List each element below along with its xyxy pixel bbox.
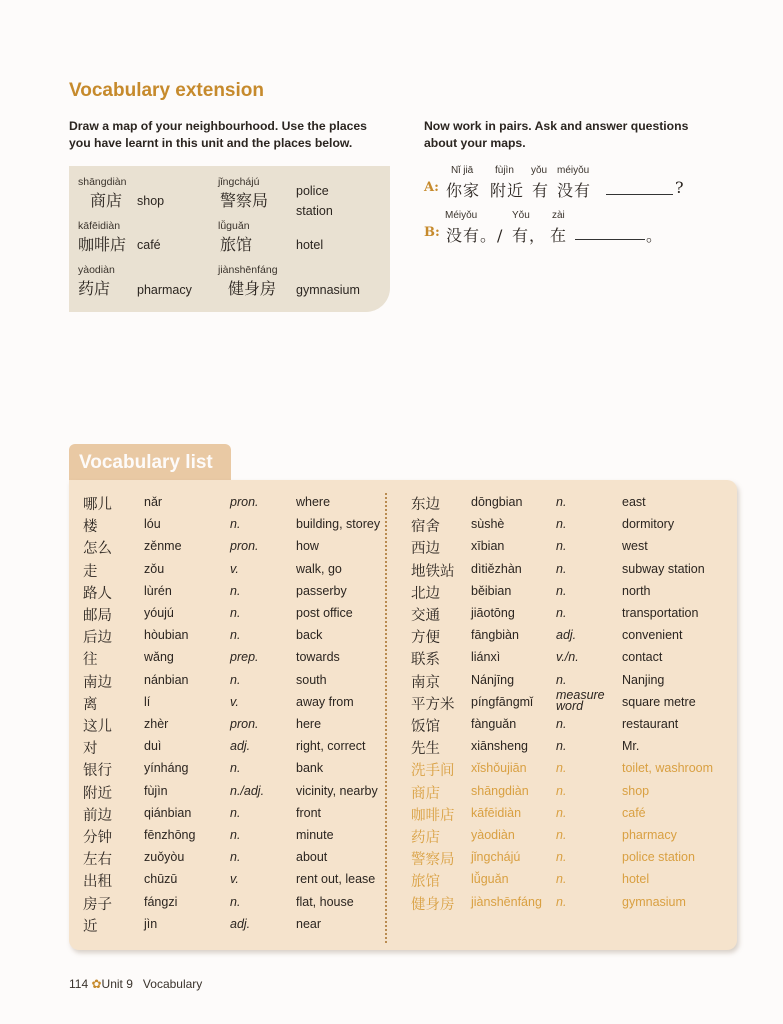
vocab-pos: adj.: [230, 916, 251, 931]
ext-english: gymnasium: [296, 283, 360, 297]
b-chinese: 在: [550, 226, 568, 245]
vocab-pinyin: dōngbian: [471, 495, 523, 509]
vocab-chinese: 附近: [83, 785, 112, 802]
vocab-english: bank: [296, 761, 324, 776]
vocab-english: passerby: [296, 583, 347, 598]
vocab-chinese: 地铁站: [411, 563, 455, 580]
vocab-pos: v./n.: [556, 650, 579, 665]
vocab-pinyin: fángzi: [144, 894, 178, 909]
vocab-pos: n.: [556, 583, 567, 598]
vocab-english: away from: [296, 694, 354, 709]
vocab-english: north: [622, 583, 651, 598]
vocab-pos: n.: [556, 828, 567, 842]
vocab-pos: adj.: [556, 628, 577, 643]
vocab-english: east: [622, 495, 646, 509]
vocab-pinyin: zǒu: [144, 561, 165, 576]
vocab-chinese: 警察局: [411, 852, 455, 869]
vocab-pos: n.: [230, 894, 241, 909]
vocab-pinyin: yínháng: [144, 761, 189, 776]
vocab-pos: n.: [556, 539, 567, 554]
vocab-pinyin: sùshè: [471, 517, 505, 532]
vocab-chinese: 路人: [83, 585, 112, 602]
answer-blank[interactable]: [575, 239, 645, 240]
vocab-chinese: 方便: [411, 630, 440, 647]
vocab-english: flat, house: [296, 894, 354, 909]
vocab-chinese: 健身房: [411, 896, 455, 913]
vocab-chinese: 洗手间: [411, 763, 455, 780]
vocab-english: restaurant: [622, 717, 679, 731]
vocab-pinyin: lǚguǎn: [471, 872, 509, 887]
vocab-english: rent out, lease: [296, 872, 376, 887]
vocab-pinyin: fēnzhōng: [144, 828, 196, 842]
answer-blank[interactable]: [606, 194, 673, 195]
instruction-left: Draw a map of your neighbourhood. Use the places you have learnt in this unit and the places below.: [69, 119, 367, 150]
vocab-chinese: 出租: [83, 874, 112, 891]
vocab-chinese: 走: [83, 563, 98, 580]
a-chinese: 附近: [490, 181, 525, 200]
vocab-pinyin: xǐshǒujiān: [471, 761, 527, 776]
vocab-pinyin: shāngdiàn: [471, 783, 529, 798]
vocab-english: vicinity, nearby: [296, 783, 378, 798]
a-pinyin: fùjìn: [495, 165, 514, 176]
vocab-chinese: 交通: [411, 608, 440, 624]
vocab-pos: n.: [556, 805, 567, 820]
ext-english: shop: [137, 194, 165, 208]
vocab-chinese: 前边: [83, 807, 112, 824]
vocab-pinyin: qiánbian: [144, 805, 192, 820]
a-pinyin: méiyǒu: [557, 165, 590, 176]
vocab-chinese: 饭馆: [411, 719, 440, 735]
vocab-chinese: 平方米: [411, 696, 455, 713]
vocab-pinyin: zěnme: [144, 539, 182, 554]
vocab-pos: v.: [230, 872, 239, 887]
vocab-pos: n.: [556, 783, 567, 798]
vocab-pinyin: kāfēidiàn: [471, 805, 522, 820]
vocab-pos: adj.: [230, 739, 251, 754]
vocab-english: right, correct: [296, 739, 366, 754]
vocab-chinese: 楼: [83, 519, 98, 536]
vocab-chinese: 东边: [411, 497, 440, 513]
vocab-english: how: [296, 539, 319, 554]
b-pinyin: Yǒu: [512, 210, 530, 221]
vocab-chinese: 南京: [411, 674, 440, 691]
vocab-pos: n.: [556, 894, 567, 909]
vocab-english: post office: [296, 606, 353, 620]
vocab-pos: n./adj.: [230, 783, 265, 798]
vocab-pos: v.: [230, 561, 239, 576]
a-chinese: 有: [532, 181, 550, 200]
vocab-english: minute: [296, 828, 334, 842]
vocab-pos: n.: [556, 672, 567, 687]
vocab-pinyin: chūzū: [144, 872, 178, 887]
a-chinese: 你家: [446, 181, 481, 200]
section-heading: Vocabulary extension: [69, 80, 264, 101]
vocab-english: Nanjing: [622, 672, 665, 687]
vocab-pos: n.: [230, 761, 241, 776]
vocab-chinese: 往: [83, 652, 98, 669]
vocab-pos: n.: [556, 850, 567, 865]
vocab-pos: n.: [230, 606, 241, 620]
vocab-english: transportation: [622, 606, 699, 620]
vocab-pos: n.: [556, 561, 567, 576]
vocab-english: convenient: [622, 628, 683, 643]
footer-unit: Unit 9: [101, 977, 133, 991]
vocab-pos: pron.: [230, 495, 259, 509]
vocab-english: police station: [622, 850, 695, 865]
b-chinese: 有，: [512, 226, 547, 245]
vocab-pinyin: jǐngchájú: [471, 850, 521, 865]
vocab-chinese: 银行: [83, 763, 112, 780]
speaker-b-label: B:: [424, 225, 440, 240]
vocab-chinese: 后边: [83, 630, 112, 647]
vocab-pos: pron.: [230, 717, 259, 731]
vocab-chinese: 联系: [411, 652, 440, 669]
vocab-pinyin: yàodiàn: [471, 828, 515, 842]
vocab-chinese: 邮局: [83, 608, 112, 624]
footer-section: Vocabulary: [142, 977, 203, 991]
vocab-chinese: 房子: [83, 896, 112, 913]
ext-english: police station: [296, 184, 333, 218]
a-pinyin: Nǐ jiā: [451, 165, 474, 176]
vocab-pos: n.: [556, 717, 567, 731]
ext-english: pharmacy: [137, 283, 192, 297]
vocab-pos: n.: [556, 517, 567, 532]
vocab-pinyin: duì: [144, 739, 162, 754]
b-pinyin: zài: [552, 210, 565, 221]
vocab-english: hotel: [622, 872, 650, 887]
vocab-english: gymnasium: [622, 894, 686, 909]
vocab-pinyin: dìtiězhàn: [471, 561, 522, 576]
vocab-chinese: 分钟: [83, 830, 112, 846]
vocab-pos: n.: [230, 628, 241, 643]
vocab-pos: n.: [556, 761, 567, 776]
column-divider: [385, 493, 387, 943]
b-pinyin: Méiyǒu: [445, 210, 478, 221]
vocab-english: towards: [296, 650, 340, 665]
vocab-pinyin: zuǒyòu: [144, 850, 185, 865]
vocab-english: square metre: [622, 694, 696, 709]
vocab-pinyin: lùrén: [144, 583, 172, 598]
vocab-pinyin: xībian: [471, 539, 505, 554]
vocab-pos: n.: [230, 850, 241, 865]
ext-english: hotel: [296, 238, 324, 252]
speaker-a-label: A:: [424, 180, 439, 195]
vocab-pinyin: Nánjīng: [471, 672, 515, 687]
vocab-pos: n.: [556, 606, 567, 620]
vocab-english: here: [296, 717, 322, 731]
vocab-chinese: 宿舍: [411, 519, 440, 536]
vocab-english: shop: [622, 783, 650, 798]
vocab-pinyin: píngfāngmǐ: [471, 694, 533, 709]
vocab-chinese: 哪儿: [83, 497, 112, 513]
vocab-chinese: 左右: [83, 852, 112, 869]
vocab-chinese: 北边: [411, 585, 440, 602]
vocab-pinyin: fāngbiàn: [471, 628, 519, 643]
page-number: 114: [69, 977, 89, 991]
ext-item: kāfēidiàn 咖啡店: [78, 220, 127, 254]
vocab-pinyin: xiānsheng: [471, 739, 528, 754]
vocab-title: Vocabulary list: [79, 452, 213, 473]
vocab-english: Mr.: [622, 739, 640, 754]
vocab-pinyin: fùjìn: [144, 783, 168, 798]
vocab-pinyin: nánbian: [144, 672, 189, 687]
vocab-pos: n.: [230, 517, 241, 532]
ext-english: café: [137, 238, 161, 252]
vocab-chinese: 咖啡店: [411, 807, 455, 824]
vocab-pos: pron.: [230, 539, 259, 554]
vocab-english: building, storey: [296, 517, 381, 532]
vocab-english: near: [296, 916, 322, 931]
vocab-chinese: 这儿: [83, 719, 112, 735]
b-period: 。: [646, 226, 664, 245]
vocab-english: subway station: [622, 561, 705, 576]
vocab-english: where: [296, 495, 331, 509]
vocab-pinyin: zhèr: [144, 717, 169, 731]
vocab-english: back: [296, 628, 323, 643]
vocab-chinese: 离: [83, 696, 98, 713]
ext-item: jǐngchájú 警察局: [218, 176, 269, 210]
vocab-pos: n.: [230, 805, 241, 820]
vocab-english: pharmacy: [622, 828, 677, 842]
vocab-english: toilet, washroom: [622, 761, 714, 776]
ext-item: shāngdiàn 商店: [78, 176, 127, 210]
vocab-chinese: 近: [83, 918, 98, 935]
page-footer: [69, 977, 202, 991]
vocab-english: dormitory: [622, 517, 675, 532]
b-chinese: 没有。/: [446, 226, 504, 245]
vocab-english: front: [296, 805, 322, 820]
vocab-english: café: [622, 805, 646, 820]
vocab-pinyin: fànguǎn: [471, 717, 517, 731]
a-question-mark: ?: [675, 178, 685, 197]
vocab-english: south: [296, 672, 327, 687]
vocab-pos: n.: [230, 828, 241, 842]
vocab-pinyin: lí: [144, 694, 151, 709]
vocab-chinese: 南边: [83, 674, 112, 691]
vocab-pinyin: jiāotōng: [471, 606, 515, 620]
vocab-pinyin: jiànshēnfáng: [471, 894, 542, 909]
vocab-english: west: [622, 539, 648, 554]
vocab-english: contact: [622, 650, 663, 665]
ext-item: jiànshēnfáng 健身房: [218, 264, 278, 298]
a-chinese: 没有: [557, 181, 592, 200]
vocab-chinese: 商店: [411, 785, 440, 802]
vocab-pos: n.: [230, 672, 241, 687]
vocab-pos: measure word: [556, 687, 605, 713]
vocab-chinese: 西边: [411, 541, 440, 558]
vocab-chinese: 药店: [411, 830, 440, 846]
ext-item: lǚguǎn 旅馆: [218, 220, 253, 254]
vocab-chinese: 旅馆: [411, 874, 440, 891]
vocab-pinyin: nǎr: [144, 495, 163, 509]
flower-icon: ✿: [91, 977, 102, 991]
ext-item: yàodiàn 药店: [78, 264, 115, 298]
vocab-chinese: 先生: [411, 741, 440, 758]
vocab-pinyin: jìn: [144, 916, 158, 931]
vocab-pinyin: lóu: [144, 517, 161, 532]
vocab-chinese: 对: [83, 741, 98, 758]
vocab-pinyin: yóujú: [144, 606, 174, 620]
a-pinyin: yǒu: [531, 165, 548, 176]
vocab-pinyin: hòubian: [144, 628, 189, 643]
vocab-pos: n.: [556, 739, 567, 754]
vocab-english: walk, go: [296, 561, 342, 576]
vocab-english: about: [296, 850, 328, 865]
vocab-pos: prep.: [230, 650, 259, 665]
vocab-pinyin: běibian: [471, 583, 512, 598]
vocab-pos: n.: [556, 495, 567, 509]
vocab-pos: v.: [230, 694, 239, 709]
vocab-pos: n.: [230, 583, 241, 598]
vocab-pinyin: wǎng: [144, 650, 174, 665]
vocab-chinese: 怎么: [83, 541, 112, 558]
instruction-right: Now work in pairs. Ask and answer questions about your maps.: [424, 119, 689, 150]
vocab-pinyin: liánxì: [471, 650, 501, 665]
vocab-pos: n.: [556, 872, 567, 887]
